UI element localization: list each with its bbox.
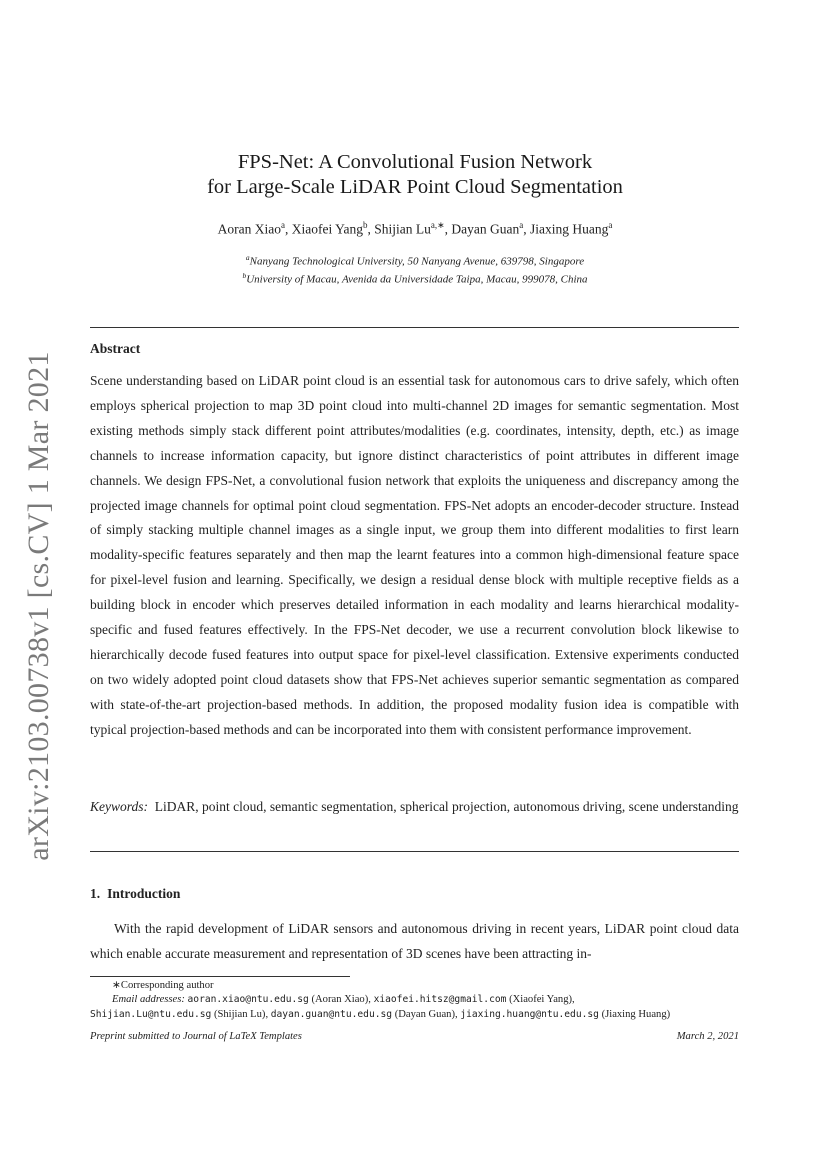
author-name: Dayan Guan bbox=[451, 221, 520, 237]
arxiv-identifier-text: arXiv:2103.00738v1 [cs.CV] 1 Mar 2021 bbox=[22, 351, 55, 861]
preprint-date: March 2, 2021 bbox=[676, 1031, 739, 1042]
author-name: Shijian Lu bbox=[374, 221, 431, 237]
footnote-rule bbox=[90, 976, 350, 977]
abstract-text: Scene understanding based on LiDAR point cloud is an essential task for autonomous cars to drive safely, which often employs spherical projection to map 3D point cloud into multi-channel 2D images for semantic segmentation. Most existing methods simply stack different point attributes/modalities (e.g. coordinates, intensity, depth, etc.) as image channels to increase information capacity, but ignore distinct characteristics of point attributes in different image channels. We design FPS-Net, a convolutional fusion network that exploits the uniqueness and discrepancy among the projected image channels for optimal point cloud segmentation. FPS-Net adopts an encoder-decoder structure. Instead of simply stacking multiple channel images as a single input, we group them into different modalities to first learn modality-specific features separately and then map the learnt features into a common high-dimensional feature space for pixel-level fusion and learning. Specifically, we design a residual dense block with multiple receptive fields as a building block in encoder which preserves detailed information in each modality and learns hierarchical modality-specific and fused features effectively. In the FPS-Net decoder, we use a recurrent convolution block likewise to hierarchically decode fused features into output space for pixel-level classification. Extensive experiments conducted on two widely adopted point cloud datasets show that FPS-Net achieves superior semantic segmentation as compared with state-of-the-art projection-based methods. In addition, the proposed modality fusion idea is compatible with typical projection-based methods and can be incorporated into them with consistent performance improvement. bbox=[90, 373, 739, 737]
author-affiliation-mark: a,∗ bbox=[430, 220, 445, 230]
introduction-paragraph: With the rapid development of LiDAR sensors and autonomous driving in recent years, LiDAR point cloud data which enable accurate measurement and representation of 3D scenes have been attracting in- bbox=[90, 921, 739, 961]
arxiv-identifier bbox=[16, 351, 62, 861]
title-line-1: FPS-Net: A Convolutional Fusion Network bbox=[237, 151, 593, 173]
preprint-note: Preprint submitted to Journal of LaTeX Templates bbox=[90, 1031, 302, 1042]
email-owner: (Shijian Lu), bbox=[213, 1008, 269, 1020]
abstract-bottom-rule bbox=[90, 851, 739, 852]
email-address: jiaxing.huang@ntu.edu.sg bbox=[460, 1008, 599, 1020]
corresponding-author-note: ∗Corresponding author bbox=[112, 980, 214, 991]
section-heading-introduction bbox=[90, 886, 180, 902]
email-owner: (Dayan Guan), bbox=[394, 1008, 458, 1020]
email-address: dayan.guan@ntu.edu.sg bbox=[270, 1008, 393, 1020]
abstract-heading: Abstract bbox=[90, 341, 141, 356]
paper-title bbox=[90, 150, 740, 200]
abstract-top-rule bbox=[90, 327, 739, 328]
email-address: Shijian.Lu@ntu.edu.sg bbox=[90, 1008, 212, 1020]
author-affiliation-mark: a bbox=[519, 220, 524, 230]
title-line-2: for Large-Scale LiDAR Point Cloud Segmentation bbox=[207, 176, 623, 198]
author-affiliation-mark: a bbox=[280, 220, 285, 230]
affiliation-line bbox=[90, 269, 740, 287]
keywords bbox=[90, 795, 739, 820]
author-list: Aoran Xiao$^a$, Xiaofei Yang$^b$, Shijian $Lu^{a,∗}$, Dayan Guan$^a$, Jiaxing Huang$^a$ bbox=[217, 220, 613, 237]
keywords-text: LiDAR, point cloud, semantic segmentation, spherical projection, autonomous driving, scene understanding bbox=[154, 799, 739, 814]
affiliations bbox=[90, 251, 740, 287]
email-label: Email addresses: bbox=[112, 994, 185, 1006]
affiliation-text: Nanyang Technological University, 50 Nanyang Avenue, 639798, Singapore bbox=[249, 255, 585, 268]
author-affiliation-mark: a bbox=[608, 220, 613, 230]
author-name: Aoran Xiao bbox=[217, 221, 281, 237]
email-line-2 bbox=[90, 1008, 739, 1022]
author-affiliation-mark: b bbox=[362, 220, 368, 230]
email-owner: (Jiaxing Huang) bbox=[601, 1008, 671, 1020]
affiliation-text: University of Macau, Avenida da Universidade Taipa, Macau, 999078, China bbox=[246, 273, 588, 286]
email-address: xiaofei.hitsz@gmail.com bbox=[373, 994, 507, 1006]
email-line-1 bbox=[90, 993, 739, 1007]
section-number: 1. bbox=[90, 886, 101, 901]
affiliation-mark: b bbox=[242, 271, 247, 281]
affiliation-mark: a bbox=[245, 253, 250, 262]
keywords-label: Keywords: bbox=[90, 799, 148, 814]
author-name: Jiaxing Huang bbox=[530, 221, 609, 237]
footnotes bbox=[90, 979, 739, 1022]
email-owner: (Xiaofei Yang), bbox=[509, 994, 575, 1006]
email-owner: (Aoran Xiao), bbox=[311, 994, 371, 1006]
email-address: aoran.xiao@ntu.edu.sg bbox=[187, 994, 309, 1006]
affiliation-line bbox=[90, 251, 740, 269]
section-title: Introduction bbox=[107, 886, 181, 901]
preprint-footer bbox=[90, 1031, 739, 1042]
author-name: Xiaofei Yang bbox=[291, 221, 363, 237]
